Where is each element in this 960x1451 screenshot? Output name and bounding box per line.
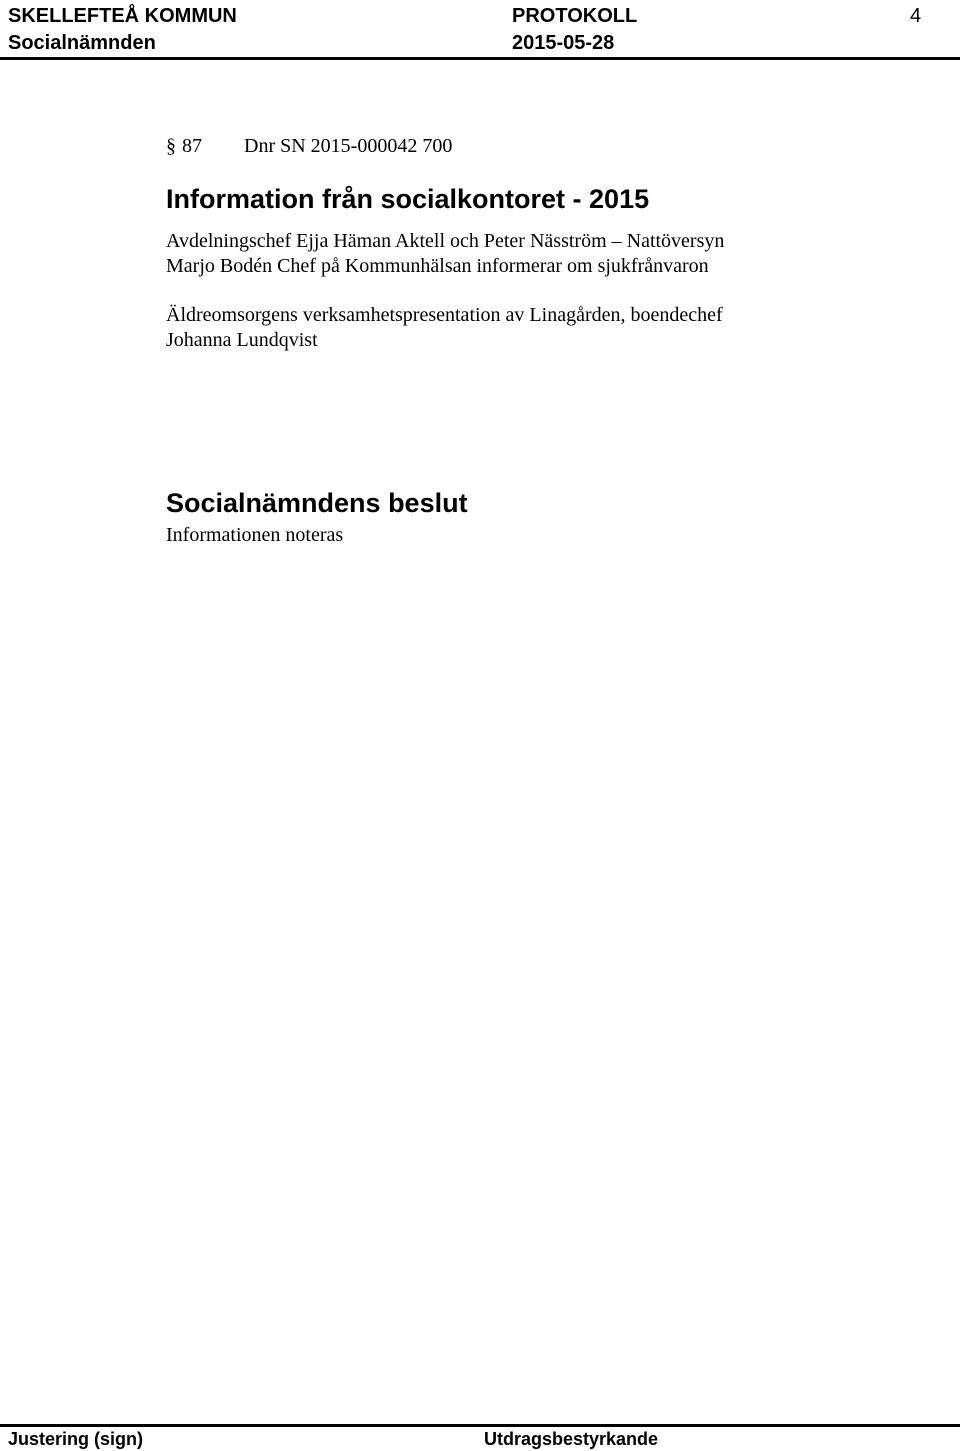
paragraph-1-line-1: Avdelningschef Ejja Häman Aktell och Peter Näsström – Nattöversyn bbox=[166, 230, 725, 252]
paragraph-1-line-2: Marjo Bodén Chef på Kommunhälsan informerar om sjukfrånvaron bbox=[166, 255, 709, 277]
footer-certification-label: Utdragsbestyrkande bbox=[484, 1429, 659, 1449]
header-divider bbox=[0, 57, 960, 60]
decision-heading: Socialnämndens beslut bbox=[166, 488, 468, 518]
section-number: 87 bbox=[182, 135, 202, 157]
decision-text: Informationen noteras bbox=[166, 524, 344, 546]
document-date: 2015-05-28 bbox=[512, 32, 615, 54]
body-name: Socialnämnden bbox=[8, 32, 156, 54]
page-number: 4 bbox=[910, 5, 922, 27]
section-symbol: § bbox=[166, 135, 176, 157]
footer-signature-label: Justering (sign) bbox=[8, 1429, 144, 1449]
diary-number: Dnr SN 2015-000042 700 bbox=[244, 135, 453, 157]
paragraph-2-line-1: Äldreomsorgens verksamhetspresentation av Linagården, boendechef bbox=[166, 304, 723, 326]
section-reference-line bbox=[166, 133, 452, 159]
organization-name: SKELLEFTEÅ KOMMUN bbox=[8, 5, 237, 27]
page-title: Information från socialkontoret - 2015 bbox=[166, 184, 650, 214]
footer-divider bbox=[0, 1424, 960, 1427]
paragraph-2-line-2: Johanna Lundqvist bbox=[166, 329, 318, 351]
document-type: PROTOKOLL bbox=[512, 5, 638, 27]
